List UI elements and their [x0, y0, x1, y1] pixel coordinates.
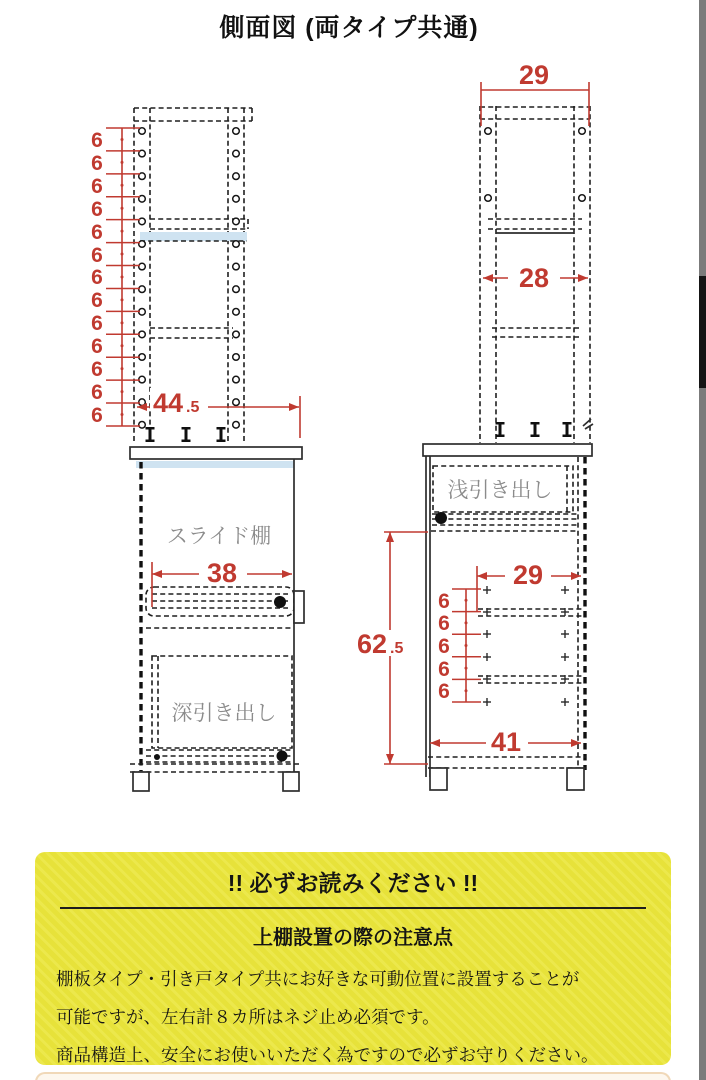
- dim-right-top-width: [481, 60, 589, 126]
- shelf-pin-holes: [139, 128, 240, 428]
- spacing-6-label: 6: [91, 358, 103, 381]
- spacing-6-label: 6: [91, 266, 103, 289]
- scrollbar-track[interactable]: [699, 0, 706, 1080]
- spacing-6-label: 6: [91, 289, 103, 312]
- scrollbar-thumb[interactable]: [699, 276, 706, 388]
- next-section-card-top: [35, 1072, 671, 1080]
- notice-subheading: 上棚設置の際の注意点: [253, 927, 453, 949]
- spacing-6-label: 6: [438, 590, 450, 613]
- notice-body-line: 可能ですが、左右計８カ所はネジ止め必須です。: [56, 1007, 440, 1027]
- shelf-pin-holes: [485, 128, 586, 202]
- dim-slide-shelf-width: [152, 556, 292, 607]
- dim-29-inner-label: 29: [512, 560, 544, 590]
- dim-62-5-frac-label: .5: [390, 640, 404, 657]
- dim-right-bottom-width: [430, 727, 581, 757]
- spacing-6-label: 6: [438, 635, 450, 658]
- dim-38-label: 38: [206, 558, 238, 588]
- spacing-6-label: 6: [91, 312, 103, 335]
- spacing-6-label: 6: [438, 658, 450, 681]
- spacing-6-label: 6: [91, 381, 103, 404]
- shelf-clips: [146, 427, 226, 442]
- notice-body-line: 商品構造上、安全にお使いいただく為ですので必ずお守りください。: [56, 1045, 599, 1065]
- highlighted-shelf: [140, 232, 247, 241]
- notice-body: [56, 960, 650, 1074]
- dim-29-top-label: 29: [518, 60, 550, 90]
- spacing-6-label: 6: [91, 335, 103, 358]
- dim-41-label: 41: [490, 727, 522, 757]
- spacing-6-label: 6: [91, 244, 103, 267]
- left-unit-lower-cabinet: [130, 447, 304, 791]
- dim-right-shelf-width: [483, 260, 588, 293]
- notice-divider: [60, 907, 646, 909]
- dim-left-spacing-ladder: [91, 128, 140, 427]
- slide-shelf-label: スライド棚: [166, 525, 272, 548]
- dim-62-5-label: 62: [357, 629, 388, 659]
- spacing-6-label: 6: [91, 129, 103, 152]
- page-title: 側面図 (両タイプ共通): [219, 14, 479, 42]
- notice-heading: !! 必ずお読みください !!: [227, 870, 479, 896]
- spacing-6-label: 6: [91, 175, 103, 198]
- dim-right-spacing-ladder: [438, 589, 481, 703]
- dim-44-5-frac-label: .5: [186, 399, 200, 416]
- shelf-pin-holes: [483, 586, 569, 706]
- dim-44-5-label: 44: [153, 388, 184, 418]
- dim-28-label: 28: [518, 263, 550, 293]
- notice-body-line: 棚板タイプ・引き戸タイプ共にお好きな可動位置に設置することが: [56, 969, 580, 989]
- spacing-6-label: 6: [91, 221, 103, 244]
- spacing-6-label: 6: [91, 404, 103, 427]
- shallow-drawer-label: 浅引き出し: [447, 479, 553, 502]
- spacing-6-label: 6: [438, 612, 450, 635]
- dim-right-height: [356, 532, 428, 764]
- deep-drawer-label: 深引き出し: [171, 702, 277, 725]
- dim-left-top-width: [137, 388, 300, 438]
- spacing-6-label: 6: [91, 198, 103, 221]
- spacing-6-label: 6: [438, 680, 450, 703]
- notice-box: [35, 852, 671, 1065]
- spacing-6-label: 6: [91, 152, 103, 175]
- shelf-clips: [496, 422, 572, 437]
